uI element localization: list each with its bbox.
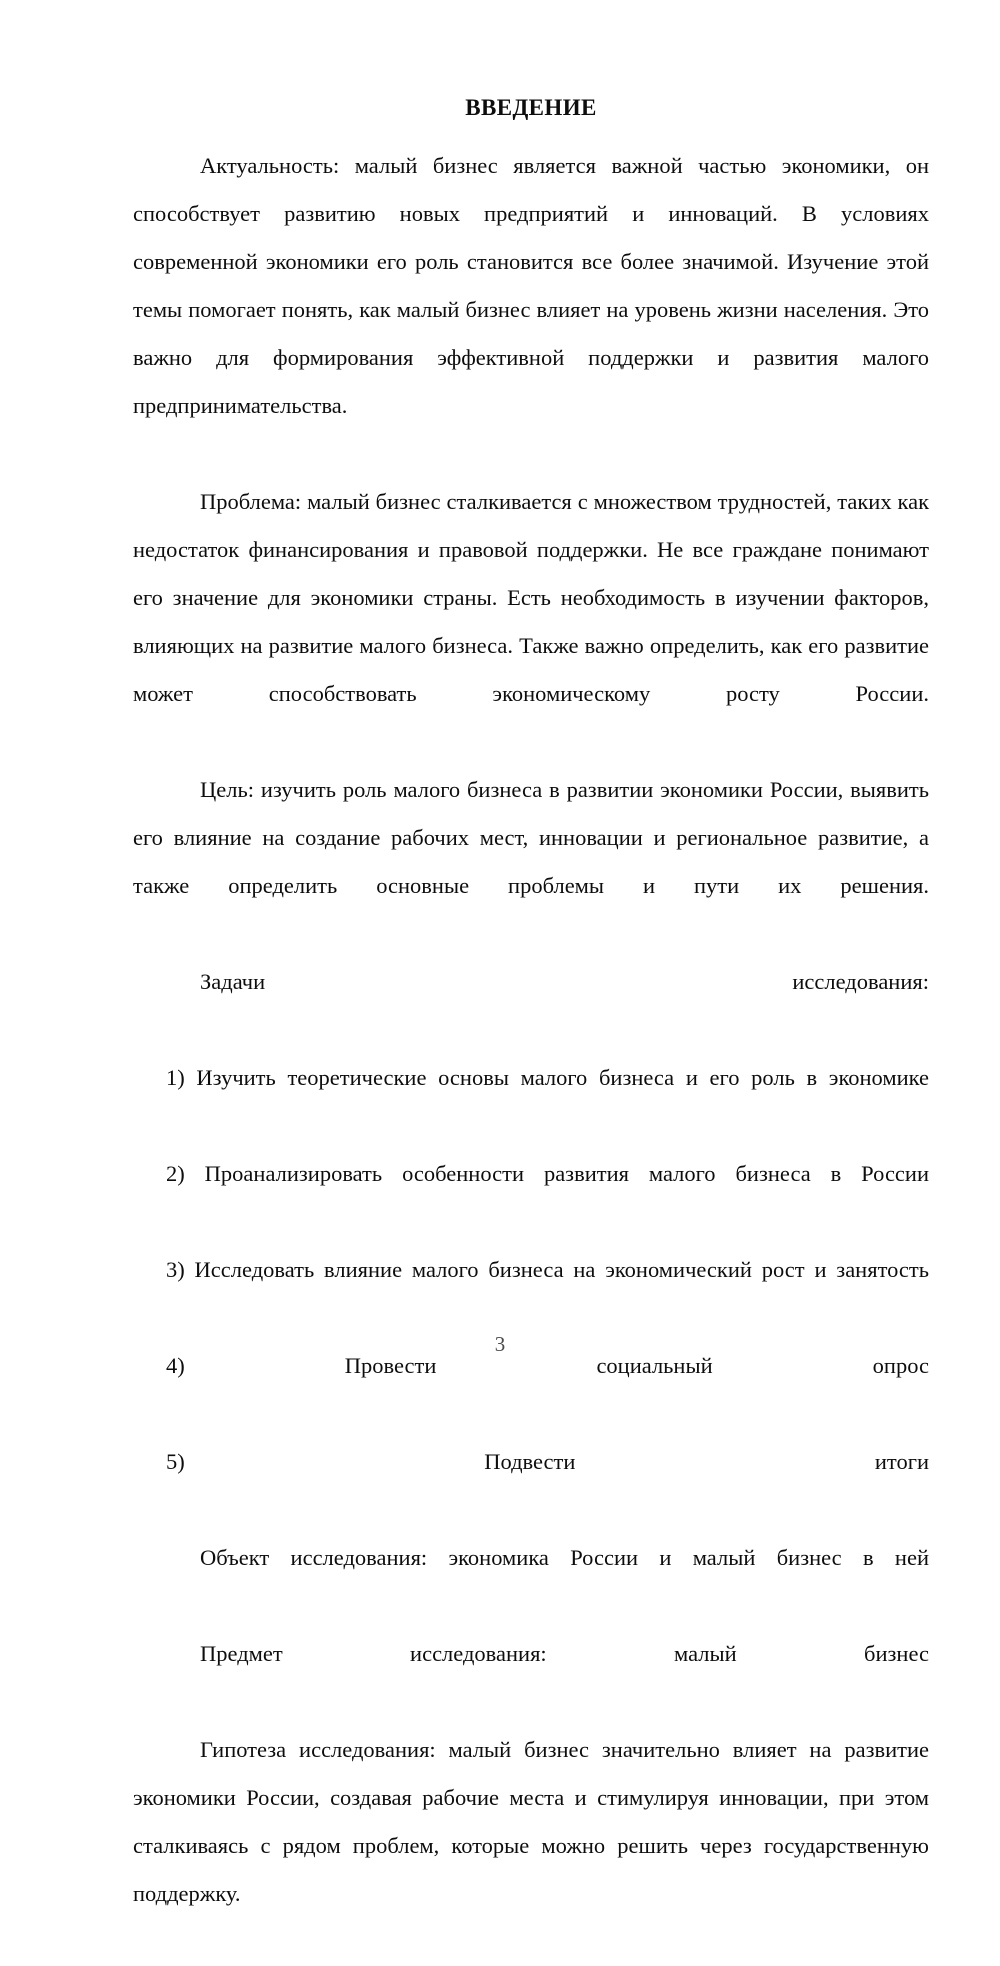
paragraph-hypothesis: Гипотеза исследования: малый бизнес значительно влияет на развитие экономики России, создавая рабочие места и стимулируя инновации, при этом сталкиваясь с рядом проблем, которые можно решить через государственную поддержку.: [133, 1737, 929, 1906]
task-item-3: 3) Исследовать влияние малого бизнеса на экономический рост и занятость: [166, 1257, 929, 1282]
page-title: ВВЕДЕНИЕ: [465, 95, 597, 120]
page-number: 3: [494, 1332, 506, 1356]
paragraph-relevance: Актуальность: малый бизнес является важной частью экономики, он способствует развитию новых предприятий и инноваций. В условиях современной экономики его роль становится все более значимой. Изучение этой темы помогает понять, как малый бизнес влияет на уровень жизни населения. Это важно для формирования эффективной поддержки и развития малого предпринимательства.: [133, 153, 929, 418]
paragraph-goal: Цель: изучить роль малого бизнеса в развитии экономики России, выявить его влияние на создание рабочих мест, инновации и региональное развитие, а также определить основные проблемы и пути их решения.: [133, 777, 929, 898]
paragraph-subject: Предмет исследования: малый бизнес: [200, 1641, 929, 1666]
page-body: [133, 92, 929, 1966]
task-item-4: 4) Провести социальный опрос: [166, 1353, 929, 1378]
task-item-5: 5) Подвести итоги: [166, 1449, 929, 1474]
tasks-heading: Задачи исследования:: [200, 969, 929, 994]
paragraph-problem: Проблема: малый бизнес сталкивается с множеством трудностей, таких как недостаток финансирования и правовой поддержки. Не все граждане понимают его значение для экономики страны. Есть необходимость в изучении факторов, влияющих на развитие малого бизнеса. Также важно определить, как его развитие может способствовать экономическому росту России.: [133, 489, 929, 706]
task-item-2: 2) Проанализировать особенности развития малого бизнеса в России: [166, 1161, 929, 1186]
task-item-1: 1) Изучить теоретические основы малого бизнеса и его роль в экономике: [166, 1065, 929, 1090]
paragraph-object: Объект исследования: экономика России и малый бизнес в ней: [200, 1545, 929, 1570]
